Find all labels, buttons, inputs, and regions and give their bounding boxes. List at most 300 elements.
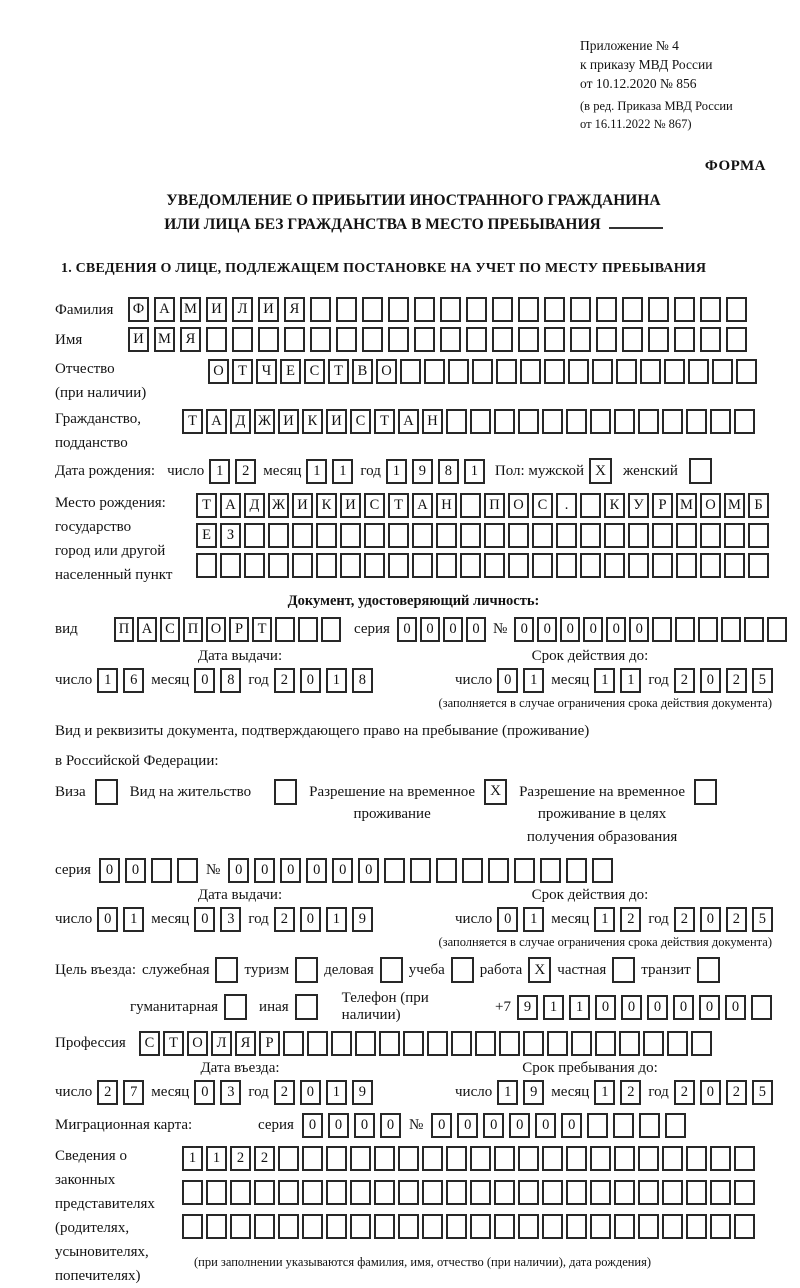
- char-cell: [470, 409, 491, 434]
- char-cell: [362, 327, 383, 352]
- char-cell: Р: [259, 1031, 280, 1056]
- char-cell: [686, 1214, 707, 1239]
- char-cell: [230, 1180, 251, 1205]
- residence-intro-line2: в Российской Федерации:: [55, 753, 219, 770]
- form-title-line1: УВЕДОМЛЕНИЕ О ПРИБЫТИИ ИНОСТРАННОГО ГРАЖДАНИНА: [166, 191, 661, 209]
- char-cell: 0: [354, 1113, 375, 1138]
- char-cell: [470, 1180, 491, 1205]
- char-cell: 1: [123, 907, 144, 932]
- entry-day: [97, 1080, 144, 1105]
- char-cell: Д: [244, 493, 265, 518]
- purpose-commercial-checkbox: [380, 957, 403, 983]
- char-cell: [712, 359, 733, 384]
- char-cell: 9: [352, 1080, 373, 1105]
- identity-issue-month: [194, 668, 241, 693]
- char-cell: Е: [280, 359, 301, 384]
- char-cell: [220, 553, 241, 578]
- char-cell: [182, 1214, 203, 1239]
- char-cell: [206, 1180, 227, 1205]
- char-cell: [568, 359, 589, 384]
- char-cell: [721, 617, 741, 642]
- char-cell: 0: [509, 1113, 530, 1138]
- purpose-humanitarian-label: гуманитарная: [130, 998, 219, 1015]
- guardians-note: (при заполнении указываются фамилия, имя, отчество (при наличии), дата рождения): [194, 1255, 652, 1269]
- char-cell: [748, 553, 769, 578]
- char-cell: [726, 297, 747, 322]
- char-cell: А: [412, 493, 433, 518]
- char-cell: И: [206, 297, 227, 322]
- amend-line: (в ред. Приказа МВД России: [580, 99, 733, 114]
- char-cell: [640, 359, 661, 384]
- char-cell: С: [160, 617, 180, 642]
- purpose-private-checkbox: [612, 957, 635, 983]
- identity-expiry-day: [497, 668, 544, 693]
- char-cell: [736, 359, 757, 384]
- char-cell: Т: [182, 409, 203, 434]
- amend-line: от 16.11.2022 № 867): [580, 117, 692, 132]
- char-cell: [652, 617, 672, 642]
- char-cell: [254, 1180, 275, 1205]
- stay-month: [594, 1080, 641, 1105]
- form-title-line2-text: ИЛИ ЛИЦА БЕЗ ГРАЖДАНСТВА В МЕСТО ПРЕБЫВАНИЯ: [164, 215, 601, 233]
- char-cell: [571, 1031, 592, 1056]
- migration-card-label: Миграционная карта:: [55, 1117, 193, 1134]
- day-label: число: [55, 1084, 93, 1100]
- char-cell: 2: [254, 1146, 275, 1171]
- char-cell: К: [316, 493, 337, 518]
- entry-heading: Дата въезда:: [200, 1060, 280, 1076]
- residence-intro-line1: Вид и реквизиты документа, подтверждающего право на пребывание (проживание): [55, 723, 590, 739]
- patronymic-label-note: (при наличии): [55, 385, 147, 401]
- char-cell: 0: [328, 1113, 349, 1138]
- char-cell: [532, 523, 553, 548]
- residence-options-row: [55, 779, 772, 849]
- birth-day-boxes: [209, 459, 256, 484]
- char-cell: 0: [629, 617, 649, 642]
- migration-number-boxes: [431, 1113, 686, 1138]
- char-cell: [379, 1031, 400, 1056]
- char-cell: Я: [180, 327, 201, 352]
- char-cell: [410, 858, 431, 883]
- char-cell: [700, 297, 721, 322]
- char-cell: Д: [230, 409, 251, 434]
- purpose-transit-label: транзит: [641, 961, 691, 978]
- char-cell: [675, 617, 695, 642]
- char-cell: Б: [748, 493, 769, 518]
- char-cell: 0: [300, 1080, 321, 1105]
- char-cell: П: [484, 493, 505, 518]
- entry-year: [274, 1080, 373, 1105]
- char-cell: [307, 1031, 328, 1056]
- char-cell: [532, 553, 553, 578]
- day-label: число: [455, 911, 493, 927]
- char-cell: 0: [380, 1113, 401, 1138]
- year-label: год: [248, 911, 269, 927]
- char-cell: А: [206, 409, 227, 434]
- char-cell: [446, 1146, 467, 1171]
- char-cell: [364, 553, 385, 578]
- purpose-row2: [130, 990, 772, 1024]
- char-cell: [283, 1031, 304, 1056]
- char-cell: [734, 409, 755, 434]
- year-label: год: [648, 911, 669, 927]
- surname-row: [55, 297, 772, 322]
- profession-boxes: [139, 1031, 712, 1056]
- annex-line: Приложение № 4: [580, 38, 679, 53]
- char-cell: [268, 553, 289, 578]
- purpose-other-label: иная: [259, 998, 289, 1015]
- char-cell: 1: [326, 907, 347, 932]
- char-cell: [566, 858, 587, 883]
- char-cell: [652, 523, 673, 548]
- char-cell: Т: [196, 493, 217, 518]
- char-cell: [566, 409, 587, 434]
- residence-issue-heading: Дата выдачи:: [197, 887, 283, 903]
- purpose-other: [259, 994, 318, 1020]
- char-cell: 1: [464, 459, 485, 484]
- char-cell: Л: [211, 1031, 232, 1056]
- char-cell: [499, 1031, 520, 1056]
- section1-title: 1. СВЕДЕНИЯ О ЛИЦЕ, ПОДЛЕЖАЩЕМ ПОСТАНОВКЕ НА УЧЕТ ПО МЕСТУ ПРЕБЫВАНИЯ: [61, 261, 707, 276]
- char-cell: 1: [97, 668, 118, 693]
- identity-doc-dates: [55, 648, 772, 711]
- char-cell: 1: [326, 668, 347, 693]
- char-cell: [336, 327, 357, 352]
- month-label: месяц: [263, 462, 302, 479]
- char-cell: С: [304, 359, 325, 384]
- entry-dates: [55, 1060, 772, 1105]
- purpose-work: [480, 957, 552, 983]
- char-cell: [470, 1146, 491, 1171]
- char-cell: [412, 553, 433, 578]
- char-cell: [590, 1146, 611, 1171]
- option-line: проживание в целях: [537, 806, 667, 822]
- char-cell: [422, 1146, 443, 1171]
- char-cell: [446, 409, 467, 434]
- char-cell: И: [326, 409, 347, 434]
- char-cell: [451, 1031, 472, 1056]
- char-cell: [590, 409, 611, 434]
- char-cell: [446, 1180, 467, 1205]
- char-cell: 1: [569, 995, 590, 1020]
- char-cell: 9: [523, 1080, 544, 1105]
- char-cell: 0: [228, 858, 249, 883]
- day-label: число: [55, 672, 93, 688]
- char-cell: [340, 523, 361, 548]
- char-cell: Р: [652, 493, 673, 518]
- char-cell: [364, 523, 385, 548]
- char-cell: [254, 1214, 275, 1239]
- char-cell: [688, 359, 709, 384]
- char-cell: 0: [483, 1113, 504, 1138]
- title-blank-underline: [609, 215, 663, 229]
- char-cell: [177, 858, 198, 883]
- char-cell: [734, 1146, 755, 1171]
- patronymic-label-block: [55, 357, 208, 405]
- char-cell: Т: [163, 1031, 184, 1056]
- char-cell: И: [258, 297, 279, 322]
- char-cell: 2: [726, 1080, 747, 1105]
- purpose-study-label: учеба: [408, 961, 445, 978]
- guardians-label-line: (родителях,: [55, 1220, 130, 1236]
- char-cell: [748, 523, 769, 548]
- char-cell: [540, 858, 561, 883]
- char-cell: С: [532, 493, 553, 518]
- char-cell: [700, 553, 721, 578]
- char-cell: 0: [621, 995, 642, 1020]
- char-cell: Ж: [268, 493, 289, 518]
- char-cell: [514, 858, 535, 883]
- char-cell: 0: [725, 995, 746, 1020]
- char-cell: [587, 1113, 608, 1138]
- day-label: число: [55, 911, 93, 927]
- char-cell: [590, 1180, 611, 1205]
- residence-number-boxes: [228, 858, 613, 883]
- char-cell: [321, 617, 341, 642]
- residence-doc-dates: [55, 887, 772, 950]
- birth-place-label-block: [55, 491, 196, 587]
- char-cell: [676, 553, 697, 578]
- char-cell: [494, 1214, 515, 1239]
- char-cell: [244, 523, 265, 548]
- char-cell: [596, 327, 617, 352]
- char-cell: [590, 1214, 611, 1239]
- char-cell: 9: [412, 459, 433, 484]
- identity-number-label: №: [492, 621, 508, 638]
- migration-card-row: [55, 1113, 772, 1138]
- citizenship-label: Гражданство,: [55, 411, 142, 427]
- char-cell: 0: [699, 995, 720, 1020]
- char-cell: 2: [97, 1080, 118, 1105]
- char-cell: 0: [457, 1113, 478, 1138]
- char-cell: [424, 359, 445, 384]
- char-cell: 2: [620, 907, 641, 932]
- purpose-humanitarian: [130, 994, 247, 1020]
- char-cell: 0: [673, 995, 694, 1020]
- char-cell: [488, 858, 509, 883]
- annex-line: к приказу МВД России: [580, 57, 713, 73]
- char-cell: 0: [535, 1113, 556, 1138]
- char-cell: [556, 523, 577, 548]
- char-cell: [570, 297, 591, 322]
- char-cell: [662, 1180, 683, 1205]
- char-cell: 0: [647, 995, 668, 1020]
- option-residence-permit-checkbox: [274, 779, 297, 805]
- sex-male-label: Пол: мужской: [494, 462, 585, 479]
- char-cell: [316, 523, 337, 548]
- char-cell: Ч: [256, 359, 277, 384]
- char-cell: [652, 553, 673, 578]
- char-cell: .: [556, 493, 577, 518]
- char-cell: [700, 523, 721, 548]
- char-cell: [596, 297, 617, 322]
- char-cell: [523, 1031, 544, 1056]
- char-cell: Е: [196, 523, 217, 548]
- char-cell: [744, 617, 764, 642]
- identity-kind-boxes: [114, 617, 341, 642]
- char-cell: [388, 523, 409, 548]
- char-cell: 1: [182, 1146, 203, 1171]
- char-cell: А: [398, 409, 419, 434]
- option-line: получения образования: [526, 828, 678, 845]
- char-cell: [494, 1180, 515, 1205]
- char-cell: 0: [194, 668, 215, 693]
- char-cell: [544, 297, 565, 322]
- char-cell: [310, 297, 331, 322]
- char-cell: 2: [274, 1080, 295, 1105]
- char-cell: Т: [328, 359, 349, 384]
- residence-issue-month: [194, 907, 241, 932]
- char-cell: [616, 359, 637, 384]
- char-cell: [518, 409, 539, 434]
- char-cell: [196, 553, 217, 578]
- char-cell: [665, 1113, 686, 1138]
- guardians-boxes-row3: [182, 1214, 755, 1239]
- char-cell: [460, 553, 481, 578]
- char-cell: [484, 553, 505, 578]
- char-cell: 0: [700, 907, 721, 932]
- char-cell: [518, 1180, 539, 1205]
- purpose-humanitarian-checkbox: [224, 994, 247, 1020]
- char-cell: Ж: [254, 409, 275, 434]
- char-cell: [767, 617, 787, 642]
- option-visa-label: Виза: [55, 783, 86, 800]
- char-cell: 1: [326, 1080, 347, 1105]
- char-cell: [751, 995, 772, 1020]
- char-cell: [518, 1146, 539, 1171]
- residence-expiry-day: [497, 907, 544, 932]
- char-cell: [638, 1214, 659, 1239]
- char-cell: 1: [594, 668, 615, 693]
- char-cell: 5: [752, 668, 773, 693]
- month-label: месяц: [551, 911, 590, 927]
- patronymic-row: [55, 357, 772, 405]
- char-cell: П: [114, 617, 134, 642]
- guardians-row: [55, 1144, 772, 1288]
- month-label: месяц: [151, 672, 190, 688]
- phone-label: Телефон (при наличии): [341, 990, 429, 1023]
- identity-series-label: серия: [354, 621, 390, 638]
- char-cell: [662, 409, 683, 434]
- purpose-commercial-label: деловая: [324, 961, 374, 978]
- char-cell: 5: [752, 1080, 773, 1105]
- entry-month: [194, 1080, 241, 1105]
- char-cell: В: [352, 359, 373, 384]
- month-label: месяц: [151, 1084, 190, 1100]
- birth-place-label-line: Место рождения:: [55, 495, 166, 511]
- option-temp-residence: [309, 779, 507, 826]
- char-cell: [484, 523, 505, 548]
- char-cell: [302, 1180, 323, 1205]
- identity-doc-heading: Документ, удостоверяющий личность:: [287, 593, 540, 609]
- char-cell: [542, 1214, 563, 1239]
- residence-expiry-year: [674, 907, 773, 932]
- residence-number-label: №: [205, 862, 221, 879]
- char-cell: [710, 409, 731, 434]
- char-cell: 2: [274, 668, 295, 693]
- char-cell: [350, 1214, 371, 1239]
- char-cell: Я: [235, 1031, 256, 1056]
- char-cell: [278, 1146, 299, 1171]
- char-cell: Р: [229, 617, 249, 642]
- guardians-label-line: усыновителях,: [55, 1244, 149, 1260]
- char-cell: 0: [606, 617, 626, 642]
- char-cell: [316, 553, 337, 578]
- residence-series-label: серия: [55, 862, 91, 879]
- char-cell: С: [364, 493, 385, 518]
- char-cell: 2: [726, 668, 747, 693]
- char-cell: [460, 493, 481, 518]
- option-residence-permit: [130, 779, 297, 805]
- phone-boxes: [517, 995, 772, 1020]
- char-cell: [436, 553, 457, 578]
- residence-series-row: [55, 858, 772, 883]
- stay-heading: Срок пребывания до:: [522, 1060, 658, 1076]
- char-cell: [710, 1214, 731, 1239]
- char-cell: [422, 1180, 443, 1205]
- purpose-study: [409, 957, 474, 983]
- given-name-label: Имя: [55, 332, 83, 348]
- char-cell: 0: [332, 858, 353, 883]
- char-cell: [340, 553, 361, 578]
- char-cell: [724, 553, 745, 578]
- char-cell: 1: [523, 668, 544, 693]
- char-cell: [639, 1113, 660, 1138]
- char-cell: [518, 1214, 539, 1239]
- char-cell: [350, 1180, 371, 1205]
- birth-year-boxes: [386, 459, 485, 484]
- char-cell: [414, 327, 435, 352]
- char-cell: [466, 327, 487, 352]
- char-cell: [676, 523, 697, 548]
- char-cell: [667, 1031, 688, 1056]
- char-cell: И: [128, 327, 149, 352]
- char-cell: [374, 1180, 395, 1205]
- char-cell: 0: [595, 995, 616, 1020]
- char-cell: [622, 327, 643, 352]
- birth-place-boxes-row3: [196, 553, 769, 578]
- year-label: год: [360, 462, 381, 479]
- year-label: год: [648, 1084, 669, 1100]
- char-cell: 2: [726, 907, 747, 932]
- identity-issue-heading: Дата выдачи:: [197, 648, 283, 664]
- char-cell: 8: [220, 668, 241, 693]
- char-cell: [648, 327, 669, 352]
- char-cell: [398, 1180, 419, 1205]
- surname-boxes: [128, 297, 747, 322]
- residence-issue-day: [97, 907, 144, 932]
- char-cell: [206, 1214, 227, 1239]
- char-cell: [508, 523, 529, 548]
- char-cell: [662, 1146, 683, 1171]
- option-line: Разрешение на временное: [519, 783, 686, 800]
- char-cell: [622, 297, 643, 322]
- char-cell: [604, 523, 625, 548]
- char-cell: 1: [206, 1146, 227, 1171]
- purpose-business-label: служебная: [141, 961, 210, 978]
- purpose-tourism-checkbox: [295, 957, 318, 983]
- char-cell: [412, 523, 433, 548]
- char-cell: [292, 523, 313, 548]
- surname-label: Фамилия: [55, 302, 114, 318]
- patronymic-label: Отчество: [55, 361, 115, 377]
- profession-row: [55, 1031, 772, 1056]
- char-cell: 0: [306, 858, 327, 883]
- identity-series-boxes: [397, 617, 486, 642]
- char-cell: [614, 1146, 635, 1171]
- char-cell: С: [350, 409, 371, 434]
- char-cell: [244, 553, 265, 578]
